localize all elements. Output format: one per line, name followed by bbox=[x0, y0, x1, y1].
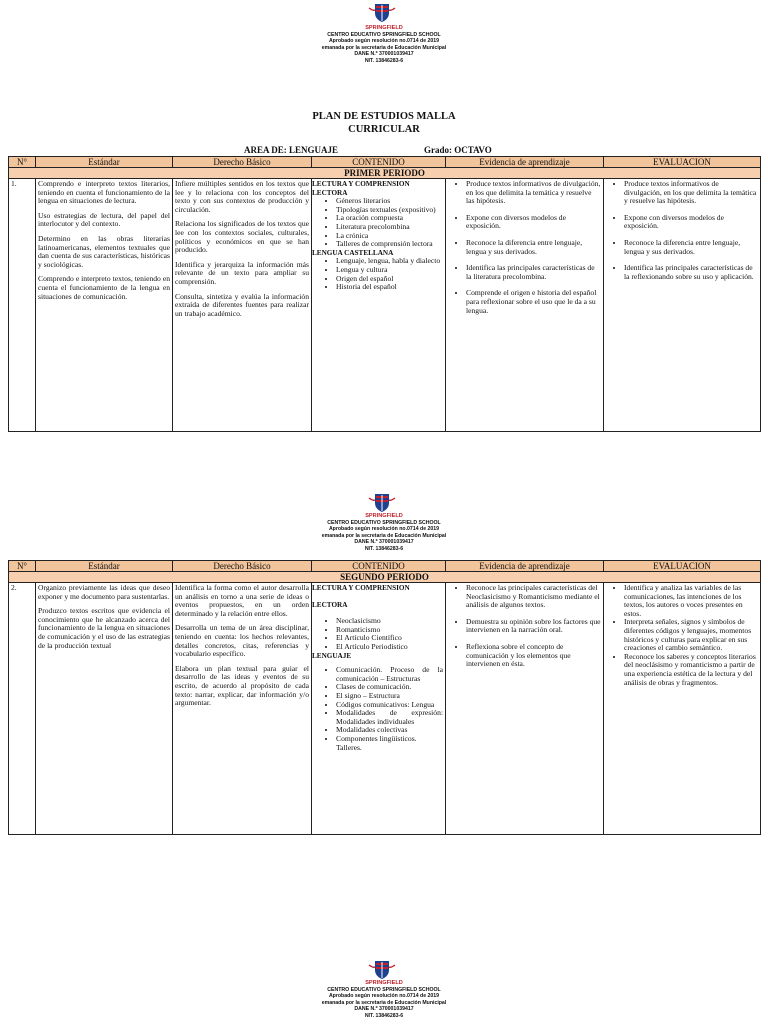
list-item: • Reconoce las principales características del Neoclasicismo y Romanticismo mediante el análisis de algunos textos. bbox=[466, 584, 601, 610]
contenido-list bbox=[312, 617, 443, 651]
col-header-contenido: CONTENIDO bbox=[312, 157, 446, 168]
evaluacion-cell bbox=[604, 583, 761, 835]
evidencia-list bbox=[448, 180, 601, 315]
list-item: • Identifica y analiza las variables de las comunicaciones, las intenciones de los textos, los autores o voces presentes en estos. bbox=[624, 584, 758, 618]
table-row bbox=[9, 179, 761, 432]
list-item: • Reconoce la diferencia entre lenguaje, lengua y sus derivados. bbox=[466, 239, 601, 256]
list-item: • Lenguaje, lengua, habla y dialecto bbox=[336, 257, 443, 266]
col-header-estandar: Estándar bbox=[36, 157, 173, 168]
estandar-text: Produzco textos escritos que evidencia el conocimiento que he alcanzado acerca del funcionamiento de la lengua en situaciones de comunicación y el uso de las estrategias de la producción textual bbox=[38, 606, 170, 650]
school-crest-icon bbox=[367, 959, 397, 981]
issued-by: emanada por la secretaria de Educación Municipal bbox=[321, 999, 447, 1006]
estandar-text: Comprendo e interpreto textos literarios, teniendo en cuenta el funcionamiento de la lengua en situaciones de lectura. bbox=[38, 179, 170, 206]
curriculum-table-period2 bbox=[8, 560, 761, 835]
list-item: • Tipologías textuales (expositivo) bbox=[336, 206, 443, 215]
list-item: • Identifica las principales características de la literatura precolombina. bbox=[466, 264, 601, 281]
list-item: • Origen del español bbox=[336, 275, 443, 284]
list-item: • Identifica las principales características de la reflexionando sobre su uso y aplicación. bbox=[624, 264, 758, 281]
dane: DANE N.º 370001039417 bbox=[354, 1006, 414, 1013]
list-item: • Produce textos informativos de divulgación, en los que delimita la temática y resuelve las hipótesis. bbox=[466, 180, 601, 206]
table-row bbox=[9, 583, 761, 835]
col-header-evaluacion: EVALUACION bbox=[604, 561, 761, 572]
estandar-text: Uso estrategias de lectura, del papel del interlocutor y del contexto. bbox=[38, 210, 170, 229]
list-item: • Talleres de comprensión lectora bbox=[336, 240, 443, 249]
list-item: • Neoclasicismo bbox=[336, 617, 443, 626]
evaluacion-cell bbox=[604, 179, 761, 432]
contenido-heading: LENGUAJE bbox=[312, 651, 352, 660]
col-header-evidencia: Evidencia de aprendizaje bbox=[446, 157, 604, 168]
school-brand: SPRINGFIELD bbox=[365, 980, 403, 986]
list-item: • Demuestra su opinión sobre los factores que intervienen en la narración oral. bbox=[466, 618, 601, 635]
list-item: • Reconoce los saberes y conceptos literarios del neoclásismo y romanticismo a partir de una experiencia estética de la lectura y del análisis de obras y fragmentos. bbox=[624, 653, 758, 687]
list-item: • Produce textos informativos de divulgación, en los que delimita la temática y resuelve las hipótesis. bbox=[624, 180, 758, 206]
dane: DANE N.º 370001039417 bbox=[354, 51, 414, 58]
school-crest-icon bbox=[367, 2, 397, 24]
contenido-list bbox=[312, 197, 443, 249]
doc-title-line2: CURRICULAR bbox=[348, 124, 420, 135]
col-header-derecho: Derecho Básico bbox=[173, 157, 312, 168]
period-title: PRIMER PERIODO bbox=[9, 168, 761, 179]
list-item: • Literatura precolombina bbox=[336, 223, 443, 232]
resolution: Aprobado según resolución no.0714 de 2019 bbox=[328, 993, 440, 1000]
derecho-cell bbox=[173, 179, 312, 432]
list-item: • La oración compuesta bbox=[336, 214, 443, 223]
school-name: CENTRO EDUCATIVO SPRINGFIELD SCHOOL bbox=[327, 31, 441, 38]
table-header-row bbox=[9, 561, 761, 572]
table-header-row bbox=[9, 157, 761, 168]
period-row bbox=[9, 168, 761, 179]
row-number: 1. bbox=[9, 179, 36, 432]
estandar-cell bbox=[36, 583, 173, 835]
school-brand: SPRINGFIELD bbox=[365, 25, 403, 31]
list-item: • Comunicación. Proceso de la comunicación – Estructuras bbox=[336, 666, 443, 683]
list-item: • Historia del español bbox=[336, 283, 443, 292]
evaluacion-list bbox=[606, 180, 758, 281]
derecho-text: Identifica la forma como el autor desarrolla un análisis en torno a una serie de ideas o eventos propuestos, en un orden determinado y la relación entre ellos. bbox=[175, 583, 309, 618]
list-item: • Modalidades colectivas bbox=[336, 726, 443, 735]
resolution: Aprobado según resolución no.0714 de 2019 bbox=[328, 526, 440, 533]
derecho-text: Relaciona los significados de los textos que lee con los contextos sociales, culturales, políticos y económicos en que se han producido. bbox=[175, 219, 309, 255]
contenido-cell bbox=[312, 583, 446, 835]
col-header-num: N° bbox=[9, 561, 36, 572]
issued-by: emanada por la secretaria de Educación Municipal bbox=[321, 44, 447, 51]
contenido-heading: LECTURA Y COMPRENSION bbox=[312, 584, 410, 592]
resolution: Aprobado según resolución no.0714 de 2019 bbox=[328, 38, 440, 45]
school-name: CENTRO EDUCATIVO SPRINGFIELD SCHOOL bbox=[327, 519, 441, 526]
list-item: • El Artículo Periodístico bbox=[336, 643, 443, 652]
derecho-cell bbox=[173, 583, 312, 835]
period-title: SEGUNDO PERIODO bbox=[9, 572, 761, 583]
contenido-list bbox=[312, 666, 443, 752]
derecho-text: Consulta, sintetiza y evalúa la información extraída de diferentes fuentes para realizar un trabajo académico. bbox=[175, 291, 309, 318]
col-header-estandar: Estándar bbox=[36, 561, 173, 572]
estandar-text: Determino en las obras literarias latinoamericanas, elementos textuales que dan cuenta de sus características, históricas y sociológicas. bbox=[38, 233, 170, 269]
curriculum-table-period1 bbox=[8, 156, 761, 432]
contenido-heading: LENGUA CASTELLANA bbox=[312, 248, 394, 257]
estandar-text: Comprendo e interpreto textos, teniendo en cuenta el funcionamiento de la lengua en situaciones de comunicación. bbox=[38, 274, 170, 301]
col-header-evaluacion: EVALUACION bbox=[604, 157, 761, 168]
contenido-heading: LECTORA bbox=[312, 188, 348, 197]
list-item: • Reflexiona sobre el concepto de comunicación y los elementos que intervienen en ésta. bbox=[466, 643, 601, 669]
nit: NIT. 13846283-6 bbox=[364, 1012, 404, 1019]
list-item: • La crónica bbox=[336, 232, 443, 241]
derecho-text: Identifica y jerarquiza la información más relevante de un texto para ampliar su comprensión. bbox=[175, 259, 309, 286]
school-crest-icon bbox=[367, 492, 397, 514]
evidencia-cell bbox=[446, 583, 604, 835]
col-header-contenido: CONTENIDO bbox=[312, 561, 446, 572]
col-header-evidencia: Evidencia de aprendizaje bbox=[446, 561, 604, 572]
grade-label: Grado: OCTAVO bbox=[424, 145, 492, 155]
contenido-heading: LECTURA Y COMPRENSION bbox=[312, 180, 410, 188]
list-item: • Componentes lingüísticos. Talleres. bbox=[336, 735, 443, 752]
list-item: • Modalidades de expresión: Modalidades individuales bbox=[336, 709, 443, 726]
school-brand: SPRINGFIELD bbox=[365, 513, 403, 519]
list-item: • Expone con diversos modelos de exposición. bbox=[466, 214, 601, 231]
contenido-cell bbox=[312, 179, 446, 432]
evidencia-cell bbox=[446, 179, 604, 432]
doc-title-line1: PLAN DE ESTUDIOS MALLA bbox=[312, 111, 456, 122]
list-item: • Comprende el origen e historia del español para reflexionar sobre el uso que le da a su lengua. bbox=[466, 289, 601, 315]
list-item: • Interpreta señales, signos y símbolos de diferentes códigos y lenguajes, momentos históricos y culturas para explicar en sus creaciones el cambio semántico. bbox=[624, 618, 758, 652]
issued-by: emanada por la secretaria de Educación Municipal bbox=[321, 532, 447, 539]
school-name: CENTRO EDUCATIVO SPRINGFIELD SCHOOL bbox=[327, 986, 441, 993]
list-item: • El signo – Estructura bbox=[336, 692, 443, 701]
list-item: • Códigos comunicativos: Lengua bbox=[336, 701, 443, 710]
list-item: • Géneros literarios bbox=[336, 197, 443, 206]
nit: NIT. 13846283-6 bbox=[364, 545, 404, 552]
estandar-cell bbox=[36, 179, 173, 432]
period-row bbox=[9, 572, 761, 583]
evaluacion-list bbox=[606, 584, 758, 687]
derecho-text: Infiere múltiples sentidos en los textos que lee y lo relaciona con los conceptos del texto y con sus contextos de producción y circulación. bbox=[175, 179, 309, 214]
estandar-text: Organizo previamente las ideas que deseo exponer y me documento para sustentarlas. bbox=[38, 583, 170, 601]
list-item: • El Artículo Científico bbox=[336, 634, 443, 643]
list-item: • Clases de comunicación. bbox=[336, 683, 443, 692]
list-item: • Reconoce la diferencia entre lenguaje, lengua y sus derivados. bbox=[624, 239, 758, 256]
derecho-text: Desarrolla un tema de un área disciplinar, teniendo en cuenta: los hechos relevantes, detalles concretos, citas, referencias y vocabulario específico. bbox=[175, 623, 309, 659]
contenido-heading: LECTORA bbox=[312, 600, 348, 609]
col-header-derecho: Derecho Básico bbox=[173, 561, 312, 572]
evidencia-list bbox=[448, 584, 601, 669]
list-item: • Lengua y cultura bbox=[336, 266, 443, 275]
area-label: AREA DE: LENGUAJE bbox=[244, 145, 339, 155]
derecho-text: Elabora un plan textual para guiar el desarrollo de las ideas y eventos de su escrito, de acuerdo al propósito de cada texto: narrar, explicar, dar información y/o argumentar. bbox=[175, 663, 309, 708]
list-item: • Romanticismo bbox=[336, 626, 443, 635]
nit: NIT. 13846283-6 bbox=[364, 57, 404, 64]
list-item: • Expone con diversos modelos de exposición. bbox=[624, 214, 758, 231]
contenido-list bbox=[312, 257, 443, 291]
row-number: 2. bbox=[9, 583, 36, 835]
col-header-num: N° bbox=[9, 157, 36, 168]
dane: DANE N.º 370001039417 bbox=[354, 539, 414, 546]
